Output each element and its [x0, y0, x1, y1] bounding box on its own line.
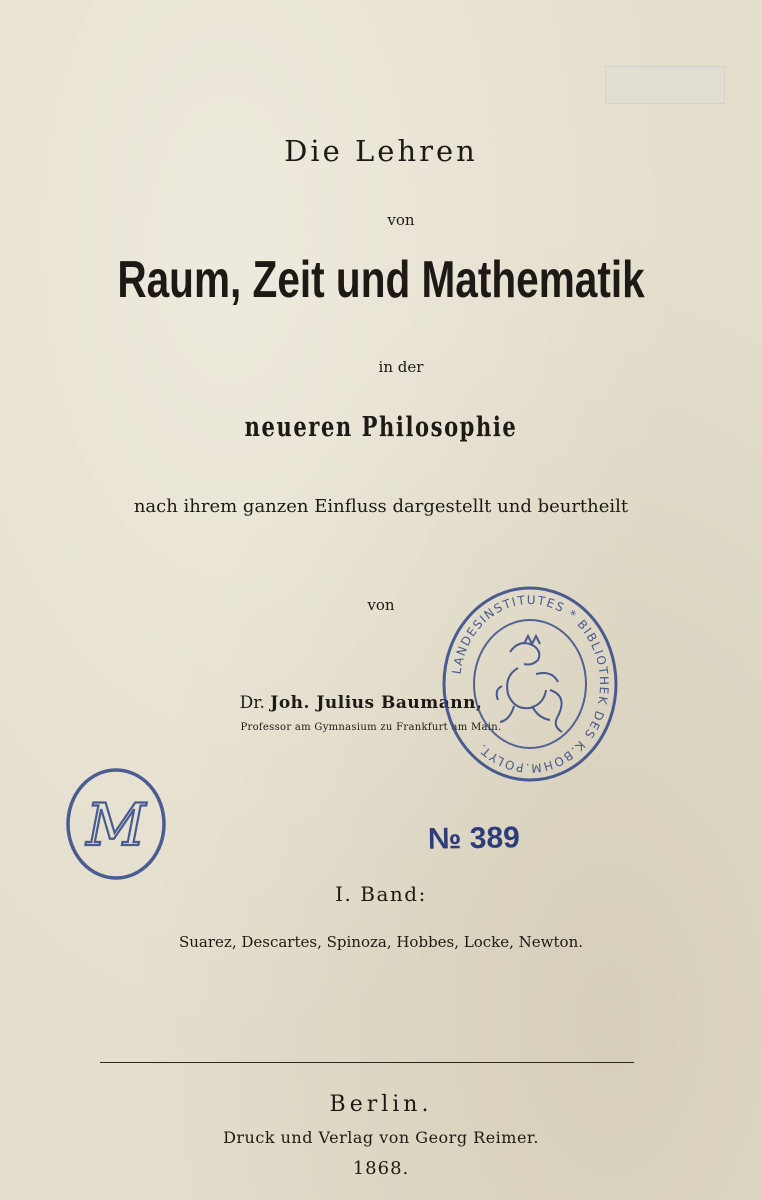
faded-label-mark	[605, 66, 725, 104]
imprint-publisher: Druck und Verlag von Georg Reimer.	[223, 1128, 539, 1147]
title-line-in-der: in der	[378, 358, 424, 376]
title-line-neueren-philosophie: neueren Philosophie	[244, 412, 518, 443]
volume-label: I. Band:	[335, 882, 427, 906]
imprint-year: 1868.	[352, 1158, 410, 1179]
main-title: Raum, Zeit und Mathematik	[117, 251, 645, 309]
shelf-number: № 389	[427, 821, 521, 856]
lion-emblem-icon	[497, 636, 562, 732]
volume-contents: Suarez, Descartes, Spinoza, Hobbes, Locke, Newton.	[178, 933, 584, 951]
library-stamp	[440, 582, 620, 787]
author-name: Joh. Julius Baumann,	[270, 693, 483, 713]
divider-rule	[100, 1062, 634, 1063]
imprint-place: Berlin.	[329, 1092, 433, 1117]
author-line	[0, 693, 742, 713]
title-line-von: von	[387, 211, 415, 229]
monogram-letter: M	[86, 791, 146, 859]
library-stamp-text: LANDESINSTITUTES * BIBLIOTHEK DES K.BOHM.POLYT.	[449, 592, 612, 776]
title-line-die-lehren: Die Lehren	[284, 134, 478, 168]
author-by-line: von	[367, 596, 395, 614]
monogram-stamp	[64, 765, 168, 883]
author-prefix: Dr.	[239, 693, 265, 713]
author-affiliation: Professor am Gymnasium zu Frankfurt am Main.	[240, 722, 502, 733]
subtitle: nach ihrem ganzen Einfluss dargestellt und beurtheilt	[133, 496, 629, 517]
